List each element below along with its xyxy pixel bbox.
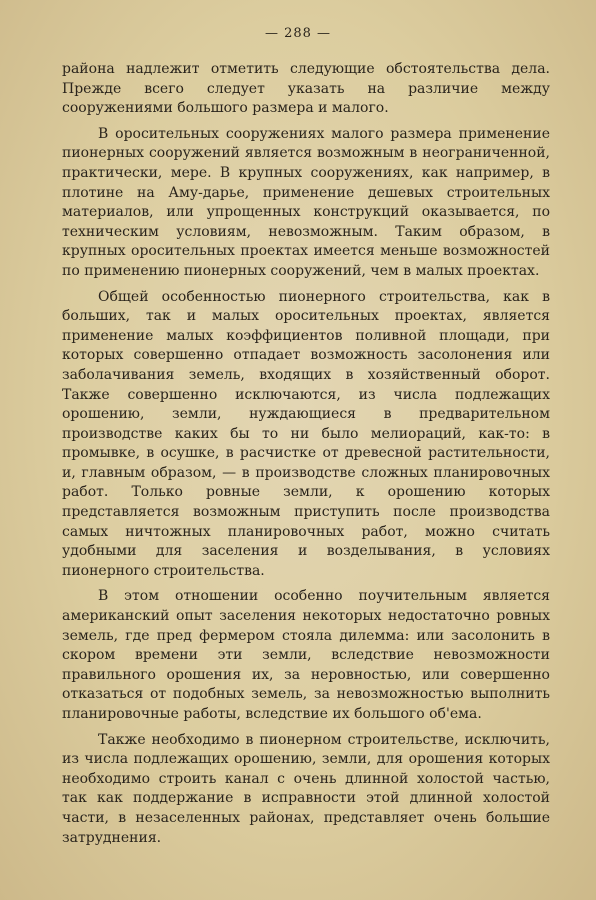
paragraph-3: Общей особенностью пионерного строительства, как в больших, так и малых оросительных проектах, является применение малых коэффициентов поливной площади, при которых совершенно отпадает возможность засолонения или заболачивания земель, входящих в хозяйственный оборот. Также совершенно исключаются, из числа подлежащих орошению, земли, нуждающиеся в предварительном производстве каких бы то ни было мелиораций, как-то: в промывке, в осушке, в расчистке от древесной растительности, и, главным образом, — в производстве сложных планировочных работ. Только ровные земли, к орошению которых представляется возможным приступить после производства самых ничтожных планировочных работ, можно считать удобными для заселения и возделывания, в условиях пионерного строительства.	[62, 288, 550, 579]
paragraph-1: района надлежит отметить следующие обстоятельства дела. Прежде всего следует указать на различие между сооружениями большого размера и малого.	[62, 61, 550, 117]
page-number: — 288 —	[264, 26, 332, 41]
paragraph-2: В оросительных сооружениях малого размера применение пионерных сооружений является возможным в неограниченной, практически, мере. В крупных сооружениях, как например, в плотине на Аму-дарье, применение дешевых строительных материалов, или упрощенных конструкций оказывается, по техническим условиям, невозможным. Таким образом, в крупных оросительных проектах имеется меньше возможностей по применению пионерных сооружений, чем в малых проектах.	[62, 125, 550, 279]
paragraph-5: Также необходимо в пионерном строительстве, исключить, из числа подлежащих орошению, земли, для орошения которых необходимо строить канал с очень длинной холостой частью, так как поддержание в исправности этой длинной холостой части, в незаселенных районах, представляет очень большие затруднения.	[62, 731, 550, 846]
paragraph-4: В этом отношении особенно поучительным является американский опыт заселения некоторых недостаточно ровных земель, где пред фермером стояла дилемма: или засолонить в скором времени эти земли, вследствие невозможности правильного орошения их, за неровностью, или совершенно отказаться от подобных земель, за невозможностью выполнить планировочные работы, вследствие их большого об'ема.	[62, 588, 550, 722]
body-text	[62, 60, 550, 854]
